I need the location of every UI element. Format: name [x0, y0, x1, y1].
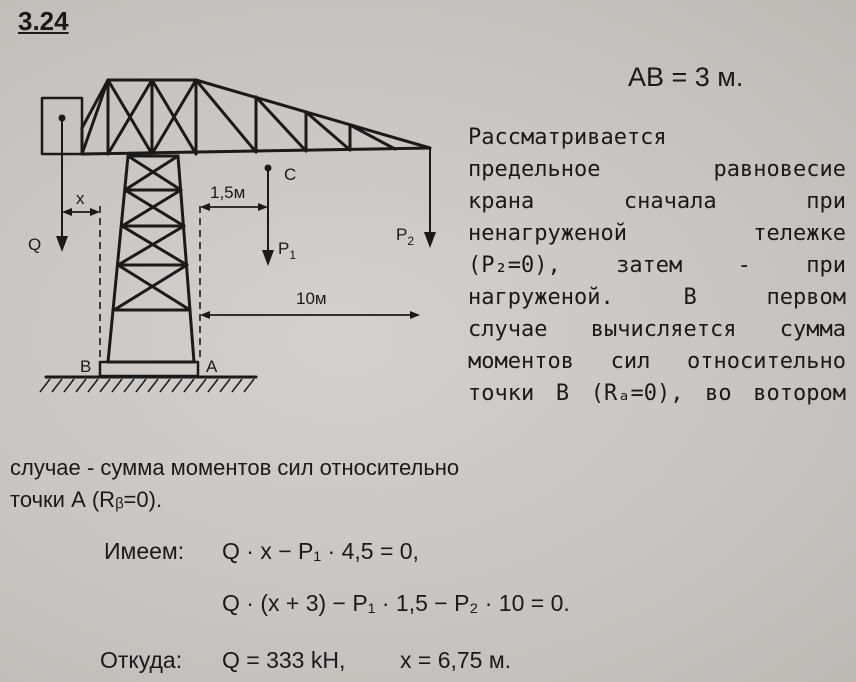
label-dist-p2: 10м: [296, 289, 327, 308]
equations-intro: Имеем:: [104, 538, 185, 564]
explanation-line: случае - сумма моментов сил относительно: [10, 455, 460, 480]
explanation-line: точки А (Rᵦ=0).: [10, 487, 163, 512]
explanation-text: [468, 122, 846, 410]
p2-arrow: [424, 232, 436, 248]
label-p1: $P_1$: [278, 239, 297, 262]
result-q: Q = 333 kH,: [222, 647, 346, 673]
label-dist-c: 1,5м: [210, 183, 246, 202]
explanation-line: крана сначала при: [468, 189, 846, 214]
explanation-line: (P₂=0), затем - при: [468, 253, 846, 278]
equation-2: Q · (x + 3) − P₁ · 1,5 − P₂ · 10 = 0.: [222, 590, 570, 616]
explanation-line: случае вычисляется сумма: [468, 317, 846, 342]
explanation-line: предельное равновесие: [468, 157, 846, 182]
result-x: x = 6,75 м.: [400, 647, 512, 673]
base-frame: [100, 362, 198, 376]
explanation-continuation: [10, 452, 550, 516]
result-label: Откуда:: [100, 647, 183, 673]
p1-arrow: [262, 250, 274, 266]
jib-truss: [82, 80, 430, 154]
problem-number: 3.24: [18, 6, 69, 36]
tower-truss: [108, 156, 194, 362]
label-b: B: [80, 357, 92, 376]
label-p2: $P_2$: [396, 225, 415, 248]
explanation-line: ненагруженой тележке: [468, 221, 846, 246]
crane-diagram: [0, 0, 460, 420]
q-arrow: [56, 236, 68, 252]
given-ab: AB = 3 м.: [628, 62, 744, 92]
explanation-line: моментов сил относительно: [468, 349, 846, 374]
label-c: C: [284, 165, 297, 184]
equation-1: Q · x − P₁ · 4,5 = 0,: [222, 538, 419, 564]
ground-hatching: [40, 379, 254, 392]
explanation-line: Рассматривается: [468, 125, 667, 150]
label-x: x: [76, 189, 85, 208]
label-a: A: [206, 357, 218, 376]
label-q: Q: [28, 235, 42, 254]
explanation-line: нагруженой. В первом: [468, 285, 846, 310]
explanation-line: точки В (Rₐ=0), во вотором: [468, 381, 846, 406]
